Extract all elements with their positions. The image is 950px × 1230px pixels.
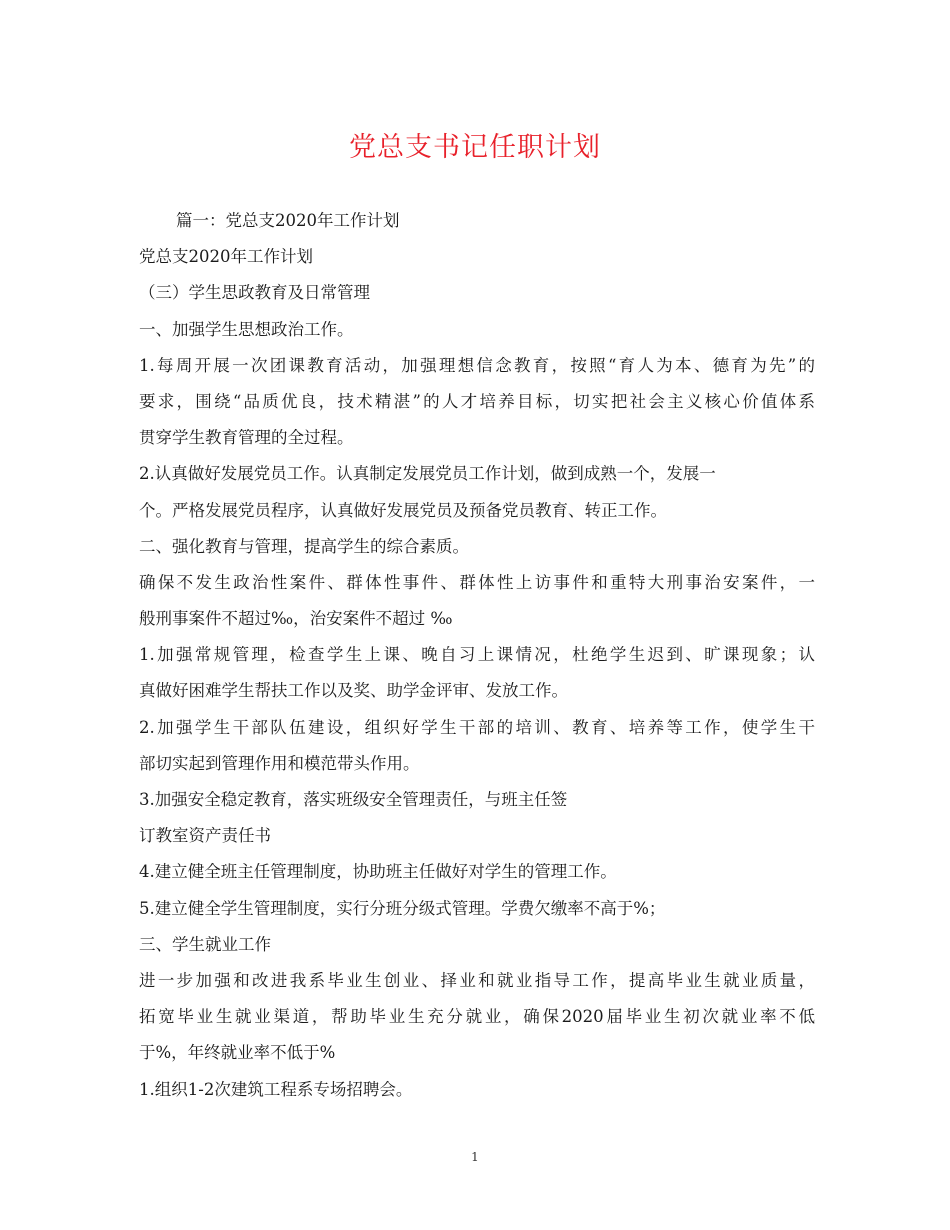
paragraph-line: 于%，年终就业率不低于%: [139, 1043, 336, 1063]
paragraph-line: 订教室资产责任书: [139, 826, 271, 846]
paragraph-line: 进一步加强和改进我系毕业生创业、择业和就业指导工作，提高毕业生就业质量，: [139, 970, 815, 990]
section-heading: 二、强化教育与管理，提高学生的综合素质。: [139, 536, 469, 556]
paragraph-line: 5.建立健全学生管理制度，实行分班分级式管理。学费欠缴率不高于%；: [139, 898, 666, 918]
paragraph-line: 部切实起到管理作用和模范带头作用。: [139, 753, 420, 773]
paragraph-line: 拓宽毕业生就业渠道，帮助毕业生充分就业，确保2020届毕业生初次就业率不低: [139, 1007, 815, 1027]
paragraph-line: 真做好困难学生帮扶工作以及奖、助学金评审、发放工作。: [139, 681, 568, 701]
paragraph-line: 3.加强安全稳定教育，落实班级安全管理责任，与班主任签: [139, 790, 568, 809]
paragraph-line: 般刑事案件不超过‰，治安案件不超过 ‰: [139, 609, 453, 629]
paragraph-line: 篇一：党总支2020年工作计划: [176, 211, 400, 230]
paragraph-line: 党总支2020年工作计划: [139, 247, 313, 267]
paragraph-line: 1.加强常规管理，检查学生上课、晚自习上课情况，杜绝学生迟到、旷课现象；认: [139, 645, 815, 665]
paragraph-line: 4.建立健全班主任管理制度，协助班主任做好对学生的管理工作。: [139, 862, 617, 882]
document-title: 党总支书记任职计划: [349, 132, 601, 163]
paragraph-line: 1.每周开展一次团课教育活动，加强理想信念教育，按照“育人为本、德育为先”的: [139, 355, 815, 375]
paragraph-line: 1.组织1-2次建筑工程系专场招聘会。: [139, 1079, 413, 1099]
paragraph-line: 确保不发生政治性案件、群体性事件、群体性上访事件和重特大刑事治安案件，一: [139, 572, 815, 592]
section-heading: （三）学生思政教育及日常管理: [139, 283, 370, 303]
paragraph-line: 贯穿学生教育管理的全过程。: [139, 428, 354, 448]
paragraph-line: 2.认真做好发展党员工作。认真制定发展党员工作计划，做到成熟一个，发展一: [139, 464, 716, 484]
section-heading: 一、加强学生思想政治工作。: [139, 319, 354, 339]
paragraph-line: 要求，围绕“品质优良，技术精湛”的人才培养目标，切实把社会主义核心价值体系: [139, 391, 815, 411]
document-body: [139, 203, 815, 1108]
paragraph-line: 个。严格发展党员程序，认真做好发展党员及预备党员教育、转正工作。: [139, 500, 667, 520]
paragraph-line: 2.加强学生干部队伍建设，组织好学生干部的培训、教育、培养等工作，使学生干: [139, 717, 815, 737]
section-heading: 三、学生就业工作: [139, 934, 271, 954]
page-number: 1: [471, 1150, 479, 1164]
